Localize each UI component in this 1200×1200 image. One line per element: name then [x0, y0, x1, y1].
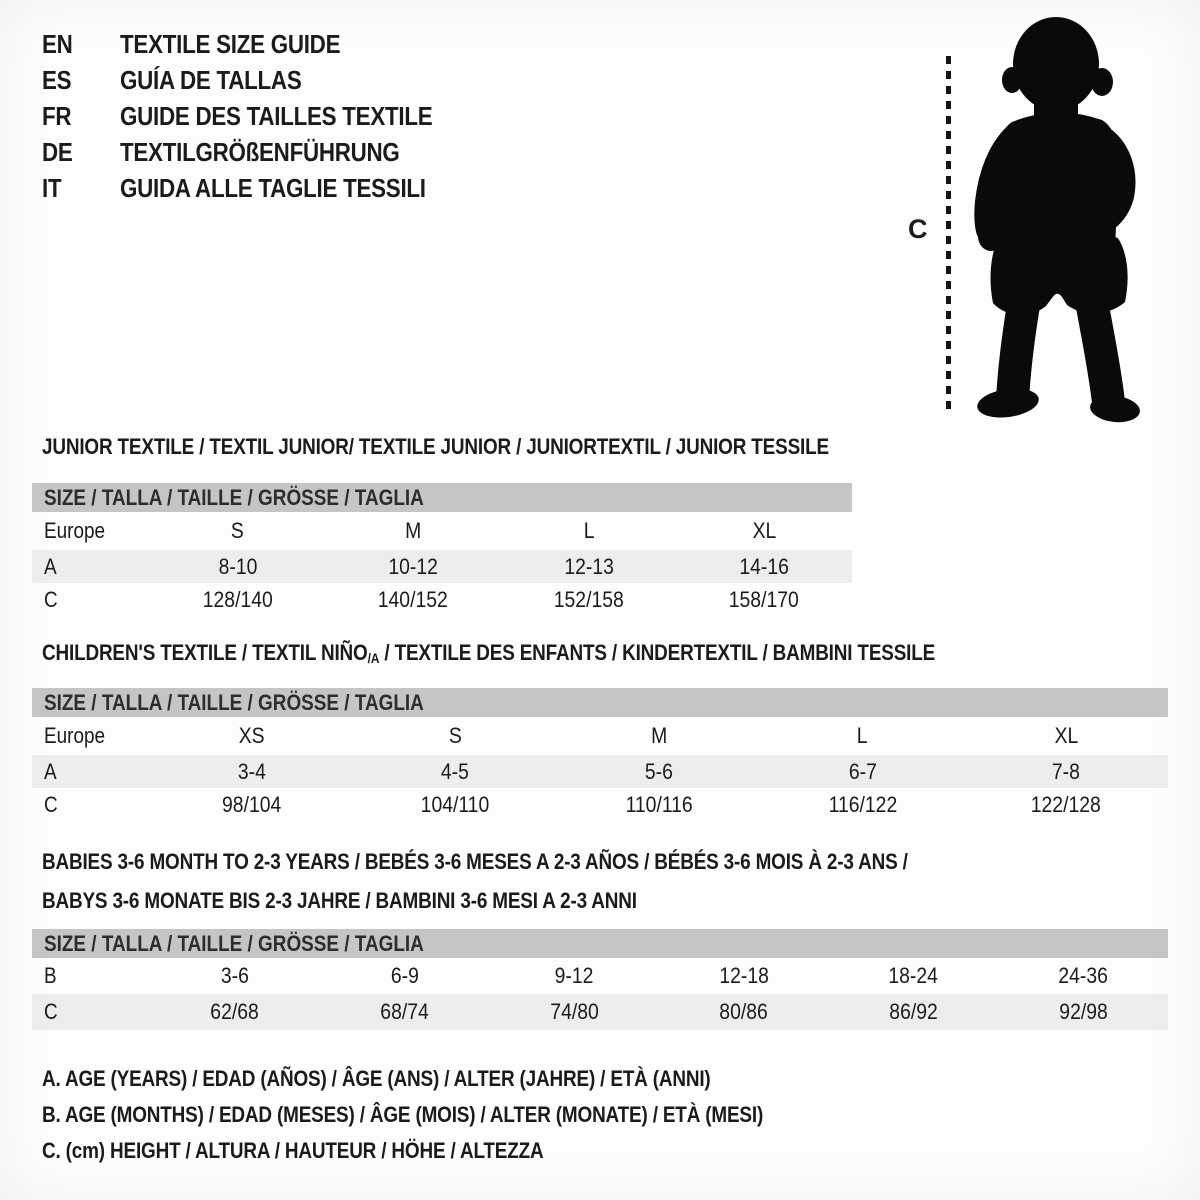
children-row-europe — [32, 717, 1168, 755]
junior-height-l: 152/158 — [553, 586, 624, 612]
children-height-m: 110/116 — [625, 791, 693, 817]
junior-size-xl: XL — [752, 518, 777, 543]
children-title-subscript: /A — [367, 650, 380, 667]
lang-row-es — [42, 62, 483, 98]
lang-label-it: GUIDA ALLE TAGLIE TESSILI — [120, 172, 426, 203]
children-height-l: 116/122 — [828, 791, 897, 817]
babies-months-5: 18-24 — [888, 963, 939, 988]
language-header — [42, 26, 483, 206]
children-row-age — [32, 755, 1168, 788]
junior-age-s: 8-10 — [218, 553, 258, 579]
babies-row-months — [32, 958, 1168, 994]
babies-months-6: 24-36 — [1058, 963, 1108, 988]
children-height-xl: 122/128 — [1031, 791, 1102, 817]
children-age-s: 4-5 — [441, 758, 470, 784]
children-row-height — [32, 788, 1168, 821]
children-section-title — [42, 640, 1080, 666]
babies-height-3: 74/80 — [549, 999, 599, 1024]
toddler-silhouette-image — [958, 10, 1198, 430]
junior-row-height — [32, 583, 852, 616]
babies-row-height — [32, 994, 1168, 1030]
junior-age-l: 12-13 — [563, 553, 614, 579]
junior-size-header-text: SIZE / TALLA / TAILLE / GRÖSSE / TAGLIA — [44, 484, 424, 510]
junior-size-s: S — [231, 518, 245, 543]
babies-row-height-label: C — [44, 999, 58, 1024]
children-section-title-text: CHILDREN'S TEXTILE / TEXTIL NIÑO/A / TEXTILE DES ENFANTS / KINDERTEXTIL / BAMBINI TESSILE — [42, 640, 936, 667]
babies-section-title — [42, 842, 1049, 920]
babies-size-header-text: SIZE / TALLA / TAILLE / GRÖSSE / TAGLIA — [44, 930, 424, 956]
children-size-header-text: SIZE / TALLA / TAILLE / GRÖSSE / TAGLIA — [44, 689, 424, 715]
children-row-europe-label: Europe — [44, 723, 106, 748]
lang-row-de — [42, 134, 483, 170]
children-size-xl: XL — [1054, 723, 1079, 748]
children-age-xl: 7-8 — [1052, 758, 1081, 784]
junior-height-m: 140/152 — [378, 586, 449, 612]
children-age-xs: 3-4 — [237, 758, 266, 784]
junior-height-s: 128/140 — [202, 586, 273, 612]
lang-label-es: GUÍA DE TALLAS — [120, 64, 302, 95]
legend-line-c: C. (cm) HEIGHT / ALTURA / HAUTEUR / HÖHE / ALTEZZA — [42, 1138, 544, 1163]
legend-line-b: B. AGE (MONTHS) / EDAD (MESES) / ÂGE (MOIS) / ALTER (MONATE) / ETÀ (MESI) — [42, 1102, 764, 1127]
children-size-m: M — [650, 723, 668, 748]
junior-age-m: 10-12 — [388, 553, 439, 579]
junior-height-xl: 158/170 — [729, 586, 800, 612]
junior-size-l: L — [583, 518, 595, 543]
babies-height-2: 68/74 — [380, 999, 429, 1024]
children-size-header-bar — [32, 688, 1168, 717]
lang-label-de: TEXTILGRÖßENFÜHRUNG — [120, 136, 400, 167]
babies-months-3: 9-12 — [554, 963, 594, 988]
junior-row-europe — [32, 512, 852, 550]
lang-code-de: DE — [42, 136, 73, 167]
babies-section-title-line1: BABIES 3-6 MONTH TO 2-3 YEARS / BEBÉS 3-6 MESES A 2-3 AÑOS / BÉBÉS 3-6 MOIS À 2-3 ANS / — [42, 849, 908, 874]
lang-row-fr — [42, 98, 483, 134]
children-size-s: S — [448, 723, 462, 748]
babies-months-1: 3-6 — [220, 963, 249, 988]
lang-code-it: IT — [42, 172, 62, 203]
children-size-xs: XS — [238, 723, 265, 748]
children-row-height-label: C — [44, 791, 58, 817]
lang-code-fr: FR — [42, 100, 72, 131]
children-age-m: 5-6 — [644, 758, 673, 784]
junior-row-age-label: A — [44, 553, 57, 579]
babies-months-4: 12-18 — [719, 963, 769, 988]
babies-row-months-label: B — [44, 963, 57, 988]
babies-size-header-bar — [32, 929, 1168, 958]
junior-section-title — [42, 434, 957, 460]
junior-size-header-bar — [32, 483, 852, 512]
junior-size-m: M — [405, 518, 422, 543]
babies-height-6: 92/98 — [1058, 999, 1108, 1024]
junior-row-europe-label: Europe — [44, 518, 106, 543]
lang-code-es: ES — [42, 64, 72, 95]
legend-line-a: A. AGE (YEARS) / EDAD (AÑOS) / ÂGE (ANS) / ALTER (JAHRE) / ETÀ (ANNI) — [42, 1066, 711, 1091]
measure-label-c: C — [908, 214, 928, 244]
babies-size-table — [32, 929, 1168, 1030]
babies-height-5: 86/92 — [889, 999, 938, 1024]
children-size-l: L — [857, 723, 868, 748]
lang-code-en: EN — [42, 28, 73, 59]
children-row-age-label: A — [44, 758, 57, 784]
legend — [42, 1066, 880, 1174]
junior-row-age — [32, 550, 852, 583]
junior-age-xl: 14-16 — [739, 553, 790, 579]
junior-section-title-text: JUNIOR TEXTILE / TEXTIL JUNIOR/ TEXTILE JUNIOR / JUNIORTEXTIL / JUNIOR TESSILE — [42, 434, 829, 459]
children-size-table — [32, 688, 1168, 821]
children-height-s: 104/110 — [421, 791, 490, 817]
height-measure-dashed-line — [946, 56, 951, 414]
lang-label-fr: GUIDE DES TAILLES TEXTILE — [120, 100, 433, 131]
lang-row-en — [42, 26, 483, 62]
lang-row-it — [42, 170, 483, 206]
babies-section-title-line2: BABYS 3-6 MONATE BIS 2-3 JAHRE / BAMBINI 3-6 MESI A 2-3 ANNI — [42, 888, 637, 913]
babies-height-4: 80/86 — [719, 999, 769, 1024]
lang-label-en: TEXTILE SIZE GUIDE — [120, 28, 341, 59]
children-age-l: 6-7 — [848, 758, 877, 784]
children-height-xs: 98/104 — [222, 791, 282, 817]
junior-row-height-label: C — [44, 586, 58, 612]
babies-months-2: 6-9 — [390, 963, 419, 988]
babies-height-1: 62/68 — [210, 999, 260, 1024]
junior-size-table — [32, 483, 852, 616]
